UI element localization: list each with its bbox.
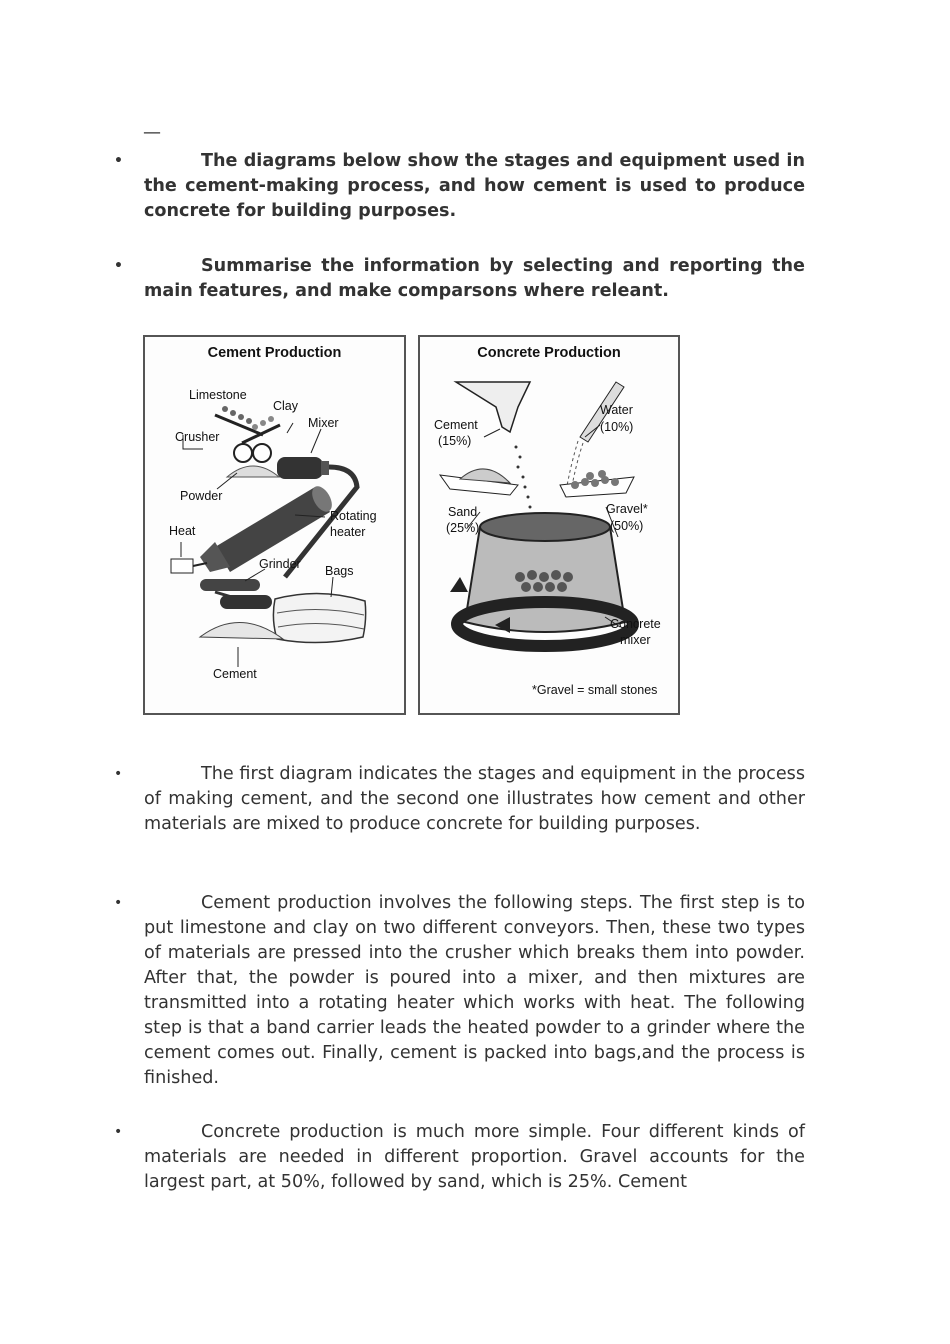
bullet: • bbox=[114, 153, 123, 169]
prompt-paragraph-2 bbox=[114, 254, 805, 304]
label-water-percent: (10%) bbox=[600, 420, 634, 434]
label-cement-input: Cement bbox=[434, 418, 478, 432]
label-rotating: Rotating bbox=[330, 509, 377, 523]
label-gravel: Gravel* bbox=[606, 502, 648, 516]
label-heater: heater bbox=[330, 525, 366, 539]
label-gravel-percent: (50%) bbox=[610, 519, 644, 533]
prompt-text-2: Summarise the information by selecting and reporting the main features, and make comparsons where releant. bbox=[144, 256, 805, 301]
label-powder: Powder bbox=[180, 489, 223, 503]
label-limestone: Limestone bbox=[189, 388, 247, 402]
essay-text-1: The first diagram indicates the stages and equipment in the process of making cement, and the second one illustrates how cement and other materials are mixed to produce concrete for building purposes. bbox=[144, 764, 805, 834]
cement-production-panel bbox=[143, 335, 406, 715]
label-cement-percent: (15%) bbox=[438, 434, 472, 448]
label-clay: Clay bbox=[273, 399, 299, 413]
essay-text-2: Cement production involves the following steps. The first step is to put limestone and clay on two different conveyors. Then, these two types of materials are pressed into the crusher which breaks them into powder. After that, the powder is poured into a mixer, and then mixtures are transmitted into a rotating heater which works with heat. The following step is that a band carrier leads the heated powder to a grinder where the cement comes out. Finally, cement is packed into bags,and the process is finished. bbox=[144, 893, 805, 1088]
prompt-paragraph-1 bbox=[114, 149, 805, 224]
label-cement-output: Cement bbox=[213, 667, 257, 681]
label-concrete: Concrete bbox=[610, 617, 661, 631]
concrete-production-panel bbox=[418, 335, 680, 715]
bullet: • bbox=[114, 895, 123, 911]
bullet: • bbox=[114, 258, 123, 274]
concrete-panel-title: Concrete Production bbox=[477, 345, 621, 361]
dash-mark: — bbox=[143, 122, 161, 143]
label-grinder: Grinder bbox=[259, 557, 301, 571]
footnote-gravel: *Gravel = small stones bbox=[532, 683, 658, 697]
essay-paragraph-3 bbox=[114, 1120, 805, 1195]
cement-panel-title: Cement Production bbox=[207, 345, 342, 361]
label-mixer: mixer bbox=[620, 633, 651, 647]
essay-text-3: Concrete production is much more simple. Four different kinds of materials are needed in different proportion. Gravel accounts for the largest part, at 50%, followed by sand, which is 25%. Cement bbox=[144, 1122, 805, 1192]
prompt-text-1: The diagrams below show the stages and equipment used in the cement-making process, and how cement is used to produce concrete for building purposes. bbox=[144, 151, 805, 221]
label-sand-percent: (25%) bbox=[446, 521, 480, 535]
label-mixer: Mixer bbox=[308, 416, 339, 430]
essay-paragraph-1 bbox=[114, 762, 805, 837]
label-sand: Sand bbox=[448, 505, 478, 519]
bullet: • bbox=[114, 766, 123, 782]
label-heat: Heat bbox=[169, 524, 196, 538]
bullet: • bbox=[114, 1124, 123, 1140]
process-diagram-figure bbox=[143, 335, 683, 718]
label-bags: Bags bbox=[325, 564, 354, 578]
label-water: Water bbox=[600, 403, 633, 417]
label-crusher: Crusher bbox=[175, 430, 220, 444]
essay-paragraph-2 bbox=[114, 891, 805, 1091]
